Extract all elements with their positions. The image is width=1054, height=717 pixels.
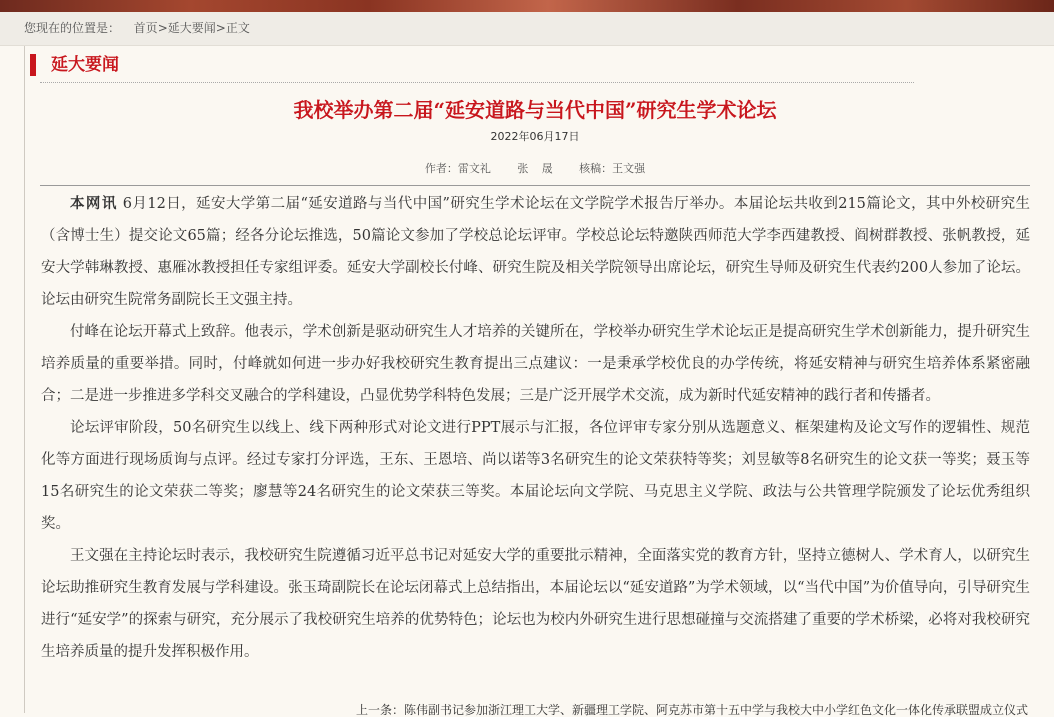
article-date: 2022年06月17日: [490, 130, 580, 143]
breadcrumb-current: 正文: [225, 21, 250, 35]
breadcrumb-prefix: 您现在的位置是：: [24, 21, 121, 35]
article-lead: 本网讯: [70, 195, 118, 212]
article-body: [41, 188, 1030, 668]
article-meta: 作者：雷文礼 张 晟 核稿：王文强: [424, 162, 646, 175]
content-left-border: [24, 46, 25, 713]
article-paragraph: 王文强在主持论坛时表示，我校研究生院遵循习近平总书记对延安大学的重要批示精神，全面落实党的教育方针，坚持立德树人、学术育人，以研究生论坛助推研究生教育发展与学科建设。张玉琦副院长在论坛闭幕式上总结指出，本届论坛以“延安道路”为学术领域，以“当代中国”为价值导向，引导研究生进行“延安学”的探索与研究，充分展示了我校研究生培养的优势特色；论坛也为校内外研究生进行思想碰撞与交流搭建了重要的学术桥梁，必将对我校研究生培养质量的提升发挥积极作用。: [41, 548, 1030, 660]
article-paragraph: 付峰在论坛开幕式上致辞。他表示，学术创新是驱动研究生人才培养的关键所在，学校举办研究生学术论坛正是提高研究生学术创新能力，提升研究生培养质量的重要举措。同时，付峰就如何进一步办好我校研究生教育提出三点建议：一是秉承学校优良的办学传统，将延安精神与研究生培养体系紧密融合；二是进一步推进多学科交叉融合的学科建设，凸显优势学科特色发展；三是广泛开展学术交流，成为新时代延安精神的践行者和传播者。: [41, 324, 1030, 404]
breadcrumb: [0, 12, 1054, 46]
breadcrumb-home-link[interactable]: 首页: [133, 21, 158, 35]
article-paragraph: 论坛评审阶段，50名研究生以线上、线下两种形式对论文进行PPT展示与汇报，各位评审专家分别从选题意义、框架建构及论文写作的逻辑性、规范化等方面进行现场质询与点评。经过专家打分评选，王东、王恩培、尚以诺等3名研究生的论文荣获特等奖；刘昱敏等8名研究生的论文获一等奖；聂玉等15名研究生的论文荣获二等奖；廖慧等24名研究生的论文荣获三等奖。本届论坛向文学院、马克思主义学院、政法与公共管理学院颁发了论坛优秀组织奖。: [41, 420, 1030, 532]
top-banner-strip: [0, 0, 1054, 12]
article-title: 我校举办第二届“延安道路与当代中国”研究生学术论坛: [293, 98, 777, 122]
breadcrumb-separator: >: [157, 21, 168, 35]
prev-article-link[interactable]: 上一条：陈伟副书记参加浙江理工大学、新疆理工学院、阿克苏市第十五中学与我校大中小学红色文化一体化传承联盟成立仪式: [356, 703, 1029, 717]
breadcrumb-separator: >: [215, 21, 226, 35]
section-title: 延大要闻: [51, 55, 119, 75]
section-marker-bar: [30, 54, 36, 76]
meta-divider: [40, 185, 1030, 186]
breadcrumb-news-link[interactable]: 延大要闻: [167, 21, 216, 35]
section-divider: [40, 82, 914, 83]
article-paragraph: 本网讯 6月12日，延安大学第二届“延安道路与当代中国”研究生学术论坛在文学院学术报告厅举办。本届论坛共收到215篇论文，其中外校研究生（含博士生）提交论文65篇；经各分论坛推选，50篇论文参加了学校总论坛评审。学校总论坛特邀陕西师范大学李西建教授、阎树群教授、张帆教授，延安大学韩琳教授、惠雁冰教授担任专家组评委。延安大学副校长付峰、研究生院及相关学院领导出席论坛，研究生导师及研究生代表约200人参加了论坛。论坛由研究生院常务副院长王文强主持。: [41, 195, 1030, 308]
